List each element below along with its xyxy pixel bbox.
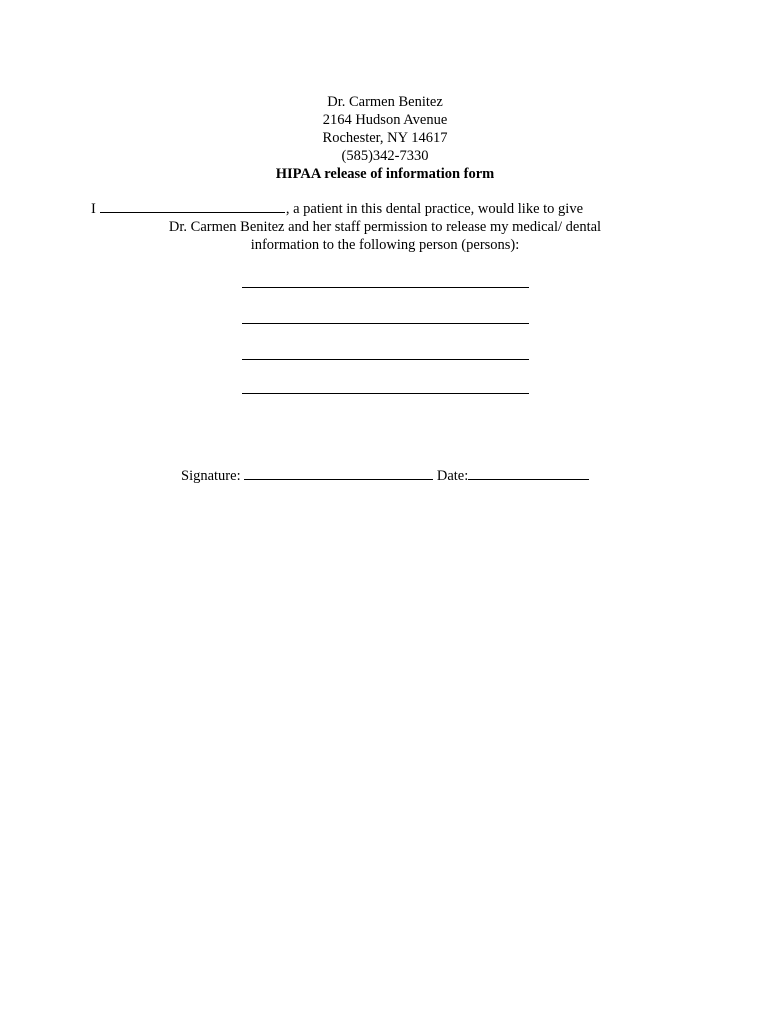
practice-name: Dr. Carmen Benitez [327,94,443,110]
date-blank[interactable] [468,467,589,480]
recipient-blank-4[interactable] [242,393,529,394]
recipient-blank-2[interactable] [242,323,529,324]
statement-prefix: I [91,201,96,217]
statement-line-2: Dr. Carmen Benitez and her staff permission to release my medical/ dental [168,219,602,235]
practice-address: 2164 Hudson Avenue [322,112,448,128]
statement-line-3: information to the following person (persons): [250,237,520,253]
form-title: HIPAA release of information form [275,166,495,182]
recipient-blank-1[interactable] [242,287,529,288]
recipient-blank-3[interactable] [242,359,529,360]
statement-line-1 [91,200,583,218]
date-label: Date: [436,468,469,484]
patient-name-blank[interactable] [100,200,285,213]
practice-city: Rochester, NY 14617 [322,130,448,146]
signature-blank[interactable] [244,467,433,480]
practice-phone: (585)342-7330 [341,148,429,164]
signature-row [181,467,589,485]
signature-label: Signature: [181,468,241,484]
statement-line-1-text: , a patient in this dental practice, would like to give [285,201,584,217]
letterhead [0,93,770,183]
